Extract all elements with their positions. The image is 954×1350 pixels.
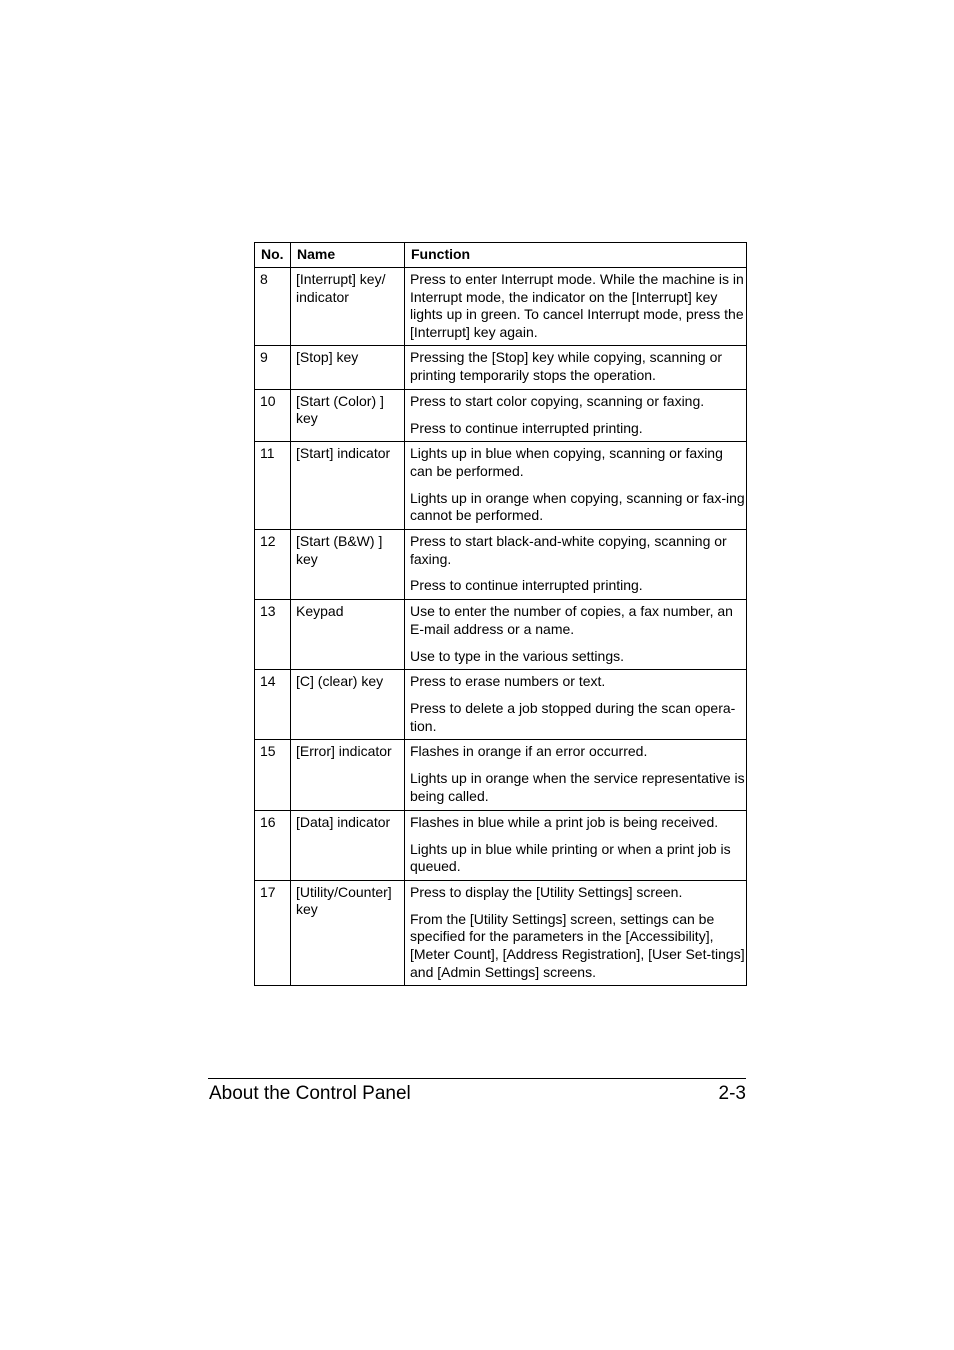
cell-name: [Start (B&W) ] key bbox=[291, 529, 405, 599]
cell-no: 17 bbox=[255, 880, 291, 985]
function-paragraph: Pressing the [Stop] key while copying, scanning or printing temporarily stops the operation. bbox=[410, 349, 723, 383]
function-paragraph: Press to display the [Utility Settings] screen. bbox=[410, 883, 683, 900]
function-paragraph: Lights up in orange when the service representative is being called. bbox=[410, 770, 745, 804]
function-paragraph: Lights up in blue when copying, scanning or faxing can be performed. bbox=[410, 445, 723, 479]
cell-no: 14 bbox=[255, 670, 291, 740]
table-row bbox=[255, 810, 747, 880]
function-paragraph: Press to continue interrupted printing. bbox=[410, 577, 643, 594]
header-name: Name bbox=[291, 243, 405, 268]
cell-name: [Data] indicator bbox=[291, 810, 405, 880]
footer-divider bbox=[208, 1078, 746, 1079]
table-row bbox=[255, 880, 747, 985]
cell-function bbox=[405, 600, 747, 670]
table-row bbox=[255, 529, 747, 599]
table-row bbox=[255, 442, 747, 530]
header-no: No. bbox=[255, 243, 291, 268]
cell-no: 13 bbox=[255, 600, 291, 670]
cell-function bbox=[405, 740, 747, 810]
cell-name: [C] (clear) key bbox=[291, 670, 405, 740]
function-paragraph: Use to type in the various settings. bbox=[410, 647, 624, 664]
cell-no: 16 bbox=[255, 810, 291, 880]
cell-name: [Start] indicator bbox=[291, 442, 405, 530]
cell-function bbox=[405, 442, 747, 530]
table-row bbox=[255, 600, 747, 670]
table-row bbox=[255, 346, 747, 389]
table-body bbox=[255, 268, 747, 986]
function-paragraph: Press to continue interrupted printing. bbox=[410, 419, 643, 436]
function-paragraph: Lights up in orange when copying, scanning or fax-ing cannot be performed. bbox=[410, 489, 745, 524]
cell-no: 15 bbox=[255, 740, 291, 810]
table-row bbox=[255, 268, 747, 346]
cell-function bbox=[405, 529, 747, 599]
cell-no: 9 bbox=[255, 346, 291, 389]
page-number: 2-3 bbox=[718, 1083, 746, 1104]
cell-function bbox=[405, 346, 747, 389]
table-header-row bbox=[255, 243, 747, 268]
cell-name: Keypad bbox=[291, 600, 405, 670]
function-paragraph: Flashes in blue while a print job is being received. bbox=[410, 813, 719, 830]
cell-function bbox=[405, 268, 747, 346]
function-paragraph: Press to delete a job stopped during the scan opera-tion. bbox=[410, 700, 736, 734]
table-header bbox=[255, 243, 747, 268]
function-paragraph: Press to erase numbers or text. bbox=[410, 673, 606, 690]
table-row bbox=[255, 670, 747, 740]
cell-name: [Start (Color) ] key bbox=[291, 389, 405, 442]
header-function: Function bbox=[405, 243, 747, 268]
function-paragraph: Flashes in orange if an error occurred. bbox=[410, 743, 648, 760]
function-paragraph: Press to start color copying, scanning or faxing. bbox=[410, 392, 705, 409]
function-paragraph: Press to start black-and-white copying, scanning or faxing. bbox=[410, 532, 727, 567]
footer-title: About the Control Panel bbox=[209, 1083, 411, 1104]
cell-no: 11 bbox=[255, 442, 291, 530]
table-row bbox=[255, 740, 747, 810]
function-paragraph: Press to enter Interrupt mode. While the machine is in Interrupt mode, the indicator on the [Interrupt] key lights up in green. To cancel Interrupt mode, press the [Interrupt] key again. bbox=[410, 271, 744, 340]
cell-no: 12 bbox=[255, 529, 291, 599]
cell-name: [Stop] key bbox=[291, 346, 405, 389]
cell-name: [Utility/Counter] key bbox=[291, 880, 405, 985]
cell-function bbox=[405, 389, 747, 442]
cell-function bbox=[405, 810, 747, 880]
table-row bbox=[255, 389, 747, 442]
function-paragraph: Use to enter the number of copies, a fax number, an E-mail address or a name. bbox=[410, 603, 733, 637]
cell-no: 8 bbox=[255, 268, 291, 346]
control-panel-table bbox=[254, 242, 747, 986]
cell-no: 10 bbox=[255, 389, 291, 442]
cell-name: [Error] indicator bbox=[291, 740, 405, 810]
function-paragraph: From the [Utility Settings] screen, settings can be specified for the parameters in the [Accessibility], [Meter Count], [Address Registration], [User Set-tings] and [Admin Settings] screens. bbox=[410, 910, 745, 980]
cell-function bbox=[405, 880, 747, 985]
cell-name: [Interrupt] key/ indicator bbox=[291, 268, 405, 346]
cell-function bbox=[405, 670, 747, 740]
function-paragraph: Lights up in blue while printing or when a print job is queued. bbox=[410, 840, 731, 875]
